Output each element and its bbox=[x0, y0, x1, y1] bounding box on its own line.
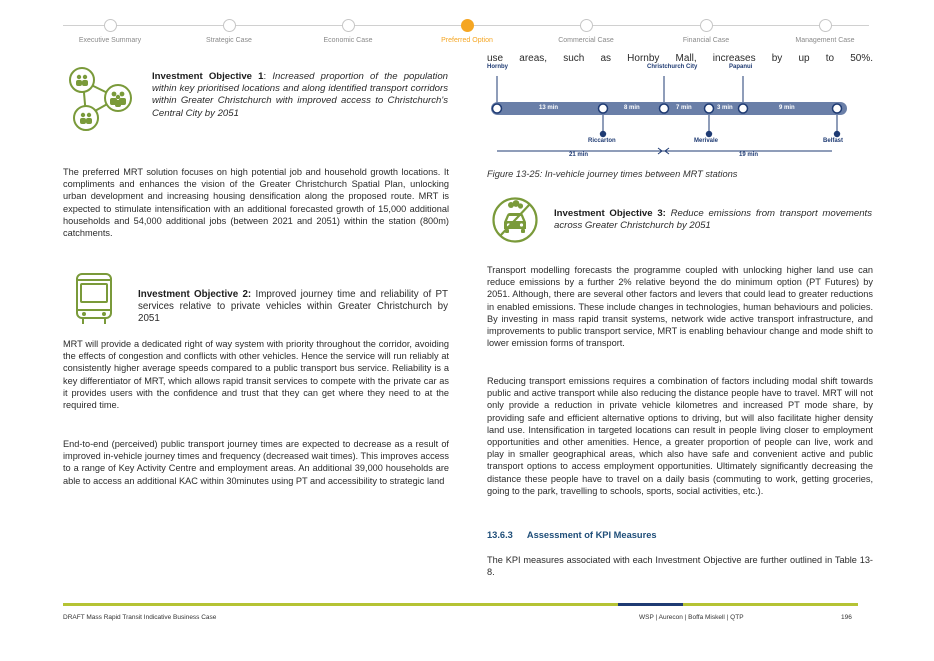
bus-icon bbox=[74, 272, 114, 326]
objective-title: Investment Objective 3: bbox=[554, 208, 666, 219]
step-economic-case[interactable] bbox=[288, 18, 408, 44]
paragraph: The preferred MRT solution focuses on high potential job and household growth locations. It compliments and enhances the vision of the Greater Christchurch Spatial Plan, unlocking urban development and increasing housing densification along the proposed route. MRT is expected to stimulate intensification with an additional forecasted growth of 15,000 additional households and 54,000 additional jobs (between 2021 and 2051) within the station (800m) catchments. bbox=[63, 167, 449, 239]
segment-time: 8 min bbox=[624, 105, 640, 111]
station-label: Merivale bbox=[694, 138, 719, 144]
step-dot bbox=[819, 19, 832, 32]
footer-authors: WSP | Aurecon | Boffa Miskell | QTP bbox=[639, 614, 744, 621]
footer-rule-green bbox=[63, 603, 618, 606]
step-preferred-option[interactable] bbox=[407, 18, 527, 44]
paragraph: Reducing transport emissions requires a combination of factors including modal shift towards public and active transport while also reducing the distance people have to travel. MRT will not only provide a reduction in private vehicle kilometres and increased PT mode share, by providing safe and efficient alternative options to driving, but will also facilitate higher density land use. Intensification in targeted locations can result in people living closer to employment opportunities and other amenities. Hence, a greater proportion of people can live, work and play in smaller geographical areas, which also have safe and convenient active and public transport options to access employment opportunities. Ultimately significantly decreasing the distance these people have to travel on a daily basis (commuting to work, getting groceries, going to the park, travelling to schools, sports, social activities, etc.). bbox=[487, 376, 873, 496]
paragraph: Transport modelling forecasts the programme coupled with unlocking higher land use can reduce emissions by a further 2% relative beyond the do minimum option (PT Futures) by 2051. Although, there are several other factors and levers that could lead to greater reductions in enabled emissions. These include changes in technologies, human behaviours and policies. By investing in mass rapid transit systems, network wide active transport infrastructure, and improvements to public transport service, MRT is enabling behaviour change and mode shift to lower emission forms of transport. bbox=[487, 265, 873, 349]
paragraph-continuation: use areas, such as Hornby Mall, increases by up to 50%. bbox=[487, 53, 873, 64]
investment-objective-1 bbox=[152, 71, 448, 120]
section-title: Assessment of KPI Measures bbox=[526, 530, 657, 540]
paragraph: The KPI measures associated with each Investment Objective are further outlined in Table 13-8. bbox=[487, 555, 873, 578]
total-time: 19 min bbox=[739, 152, 759, 158]
route-diagram bbox=[487, 64, 857, 160]
section-heading bbox=[487, 530, 657, 540]
objective-title: Investment Objective 2: bbox=[138, 289, 252, 300]
step-dot bbox=[700, 19, 713, 32]
footer-document-title: DRAFT Mass Rapid Transit Indicative Business Case bbox=[63, 614, 217, 621]
step-label: Executive Summary bbox=[78, 37, 142, 44]
objective-text: Improved journey time and reliability of PT services relative to private vehicles within Greater Christchurch by 2051 bbox=[138, 289, 448, 325]
progress-stepper bbox=[63, 18, 869, 48]
segment-time: 7 min bbox=[676, 105, 692, 111]
step-strategic-case[interactable] bbox=[169, 18, 289, 44]
section-number: 13.6.3 bbox=[487, 530, 513, 540]
step-label: Commercial Case bbox=[558, 37, 614, 44]
total-time: 21 min bbox=[569, 152, 589, 158]
car-emissions-icon bbox=[491, 196, 539, 244]
step-dot bbox=[580, 19, 593, 32]
step-label: Preferred Option bbox=[441, 37, 493, 44]
step-management-case[interactable] bbox=[765, 18, 885, 44]
footer-rule-green bbox=[683, 603, 858, 606]
step-dot bbox=[223, 19, 236, 32]
step-label: Strategic Case bbox=[206, 37, 252, 44]
people-network-icon bbox=[66, 64, 136, 134]
objective-title: Investment Objective 1 bbox=[152, 71, 264, 82]
footer-rule bbox=[63, 603, 858, 606]
segment-time: 3 min bbox=[717, 105, 733, 111]
step-label: Economic Case bbox=[323, 37, 373, 44]
figure-caption: Figure 13-25: In-vehicle journey times between MRT stations bbox=[487, 169, 738, 179]
objective-text: Reduce emissions from transport movements across Greater Christchurch by 2051 bbox=[554, 208, 872, 232]
station-label: Papanui bbox=[729, 64, 753, 70]
objective-text: Increased proportion of the population within key prioritised locations and along identified transport corridors within Greater Christchurch with improved access to Christchurch's Central City by 2051 bbox=[152, 71, 448, 119]
step-financial-case[interactable] bbox=[646, 18, 766, 44]
paragraph: End-to-end (perceived) public transport journey times are expected to decrease as a result of improved in-vehicle journey times and frequency (decreased wait times). This improves access to a range of Key Activity Centre and employment areas. An additional 39,000 households are able to access an additional KAC within 30minutes using PT and accessibility to strategic land bbox=[63, 439, 449, 486]
objective-separator: : bbox=[263, 71, 273, 82]
step-dot bbox=[342, 19, 355, 32]
investment-objective-3 bbox=[554, 208, 872, 232]
station-label: Riccarton bbox=[588, 138, 616, 144]
station-label: Hornby bbox=[487, 64, 508, 70]
page-number: 196 bbox=[841, 614, 852, 621]
investment-objective-2 bbox=[138, 289, 448, 326]
step-commercial-case[interactable] bbox=[526, 18, 646, 44]
segment-time: 13 min bbox=[539, 105, 559, 111]
step-executive-summary[interactable] bbox=[50, 18, 170, 44]
station-label: Belfast bbox=[823, 138, 844, 144]
step-dot bbox=[104, 19, 117, 32]
step-dot-active bbox=[461, 19, 474, 32]
footer-rule-navy bbox=[618, 603, 683, 606]
segment-time: 9 min bbox=[779, 105, 795, 111]
paragraph: MRT will provide a dedicated right of way system with priority throughout the corridor, avoiding the effects of congestion and conflicts with other vehicles. Hence the service will run reliably at consistently higher average speeds compared to a public transport bus service. Reliability is a key differentiator of MRT, which allows rapid transit services to compete with the private car as it provides users with the confidence and trust that they can get where they need to at the required time. bbox=[63, 339, 449, 411]
step-label: Financial Case bbox=[682, 37, 730, 44]
station-label: Christchurch City bbox=[647, 64, 698, 70]
step-label: Management Case bbox=[795, 37, 855, 44]
